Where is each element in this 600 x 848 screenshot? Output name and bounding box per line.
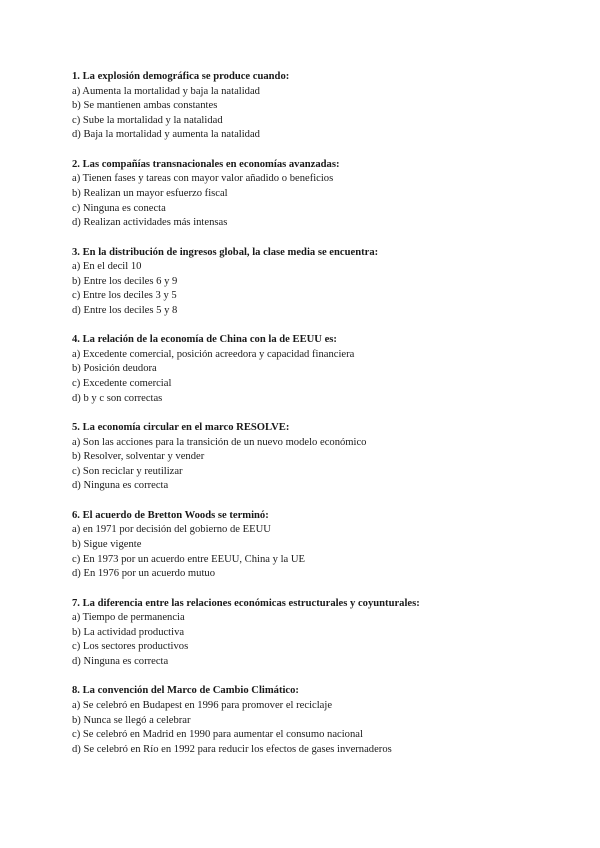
question-1	[72, 70, 572, 143]
question-title: 5. La economía circular en el marco RESOLVE:	[72, 422, 290, 434]
question-title: 4. La relación de la economía de China con la de EEUU es:	[72, 334, 337, 346]
answer-option-b: b) La actividad productiva	[72, 626, 185, 638]
question-title: 8. La convención del Marco de Cambio Climático:	[72, 685, 299, 697]
answer-option-a: a) En el decil 10	[72, 261, 142, 273]
answer-option-b: b) Se mantienen ambas constantes	[72, 100, 218, 112]
answer-option-d: d) En 1976 por un acuerdo mutuo	[72, 568, 215, 580]
question-8	[72, 684, 572, 757]
question-title: 3. En la distribución de ingresos global, la clase media se encuentra:	[72, 246, 379, 258]
question-title: 2. Las compañías transnacionales en economías avanzadas:	[72, 158, 340, 170]
answer-option-d: d) Entre los deciles 5 y 8	[72, 304, 178, 316]
answer-option-c: c) Sube la mortalidad y la natalidad	[72, 114, 223, 126]
answer-option-c: c) Son reciclar y reutilizar	[72, 465, 183, 477]
answer-option-b: b) Resolver, solventar y vender	[72, 451, 205, 463]
answer-option-c: c) Los sectores productivos	[72, 641, 189, 653]
answer-option-a: a) Excedente comercial, posición acreedora y capacidad financiera	[72, 348, 355, 360]
answer-option-d: d) Ninguna es correcta	[72, 480, 169, 492]
question-6	[72, 509, 572, 582]
question-title: 7. La diferencia entre las relaciones económicas estructurales y coyunturales:	[72, 597, 420, 609]
answer-option-a: a) Tienen fases y tareas con mayor valor añadido o beneficios	[72, 173, 334, 185]
question-2	[72, 158, 572, 231]
answer-option-b: b) Entre los deciles 6 y 9	[72, 275, 178, 287]
answer-option-d: d) Realizan actividades más intensas	[72, 217, 228, 229]
answer-option-a: a) en 1971 por decisión del gobierno de EEUU	[72, 524, 271, 536]
answer-option-c: c) Entre los deciles 3 y 5	[72, 290, 177, 302]
answer-option-d: d) Ninguna es correcta	[72, 655, 169, 667]
answer-option-b: b) Sigue vigente	[72, 539, 142, 551]
question-3	[72, 246, 572, 319]
answer-option-c: c) Ninguna es conecta	[72, 202, 166, 214]
question-7	[72, 597, 572, 670]
answer-option-c: c) En 1973 por un acuerdo entre EEUU, China y la UE	[72, 553, 305, 565]
answer-option-a: a) Son las acciones para la transición de un nuevo modelo económico	[72, 436, 367, 448]
question-title: 1. La explosión demográfica se produce cuando:	[72, 71, 290, 82]
answer-option-c: c) Excedente comercial	[72, 378, 172, 390]
answer-option-b: b) Posición deudora	[72, 363, 157, 375]
answer-option-d: d) Baja la mortalidad y aumenta la natalidad	[72, 129, 260, 141]
answer-option-a: a) Aumenta la mortalidad y baja la natalidad	[72, 85, 260, 97]
answer-option-a: a) Tiempo de permanencia	[72, 612, 185, 624]
answer-option-b: b) Nunca se llegó a celebrar	[72, 714, 191, 726]
question-5	[72, 421, 572, 494]
question-title: 6. El acuerdo de Bretton Woods se terminó:	[72, 509, 269, 521]
answer-option-d: d) b y c son correctas	[72, 392, 163, 404]
answer-option-b: b) Realizan un mayor esfuerzo fiscal	[72, 187, 228, 199]
answer-option-c: c) Se celebró en Madrid en 1990 para aumentar el consumo nacional	[72, 729, 363, 741]
answer-option-a: a) Se celebró en Budapest en 1996 para promover el reciclaje	[72, 699, 333, 711]
answer-option-d: d) Se celebró en Río en 1992 para reducir los efectos de gases invernaderos	[72, 743, 392, 755]
question-4	[72, 333, 572, 406]
exam-page	[72, 70, 572, 772]
